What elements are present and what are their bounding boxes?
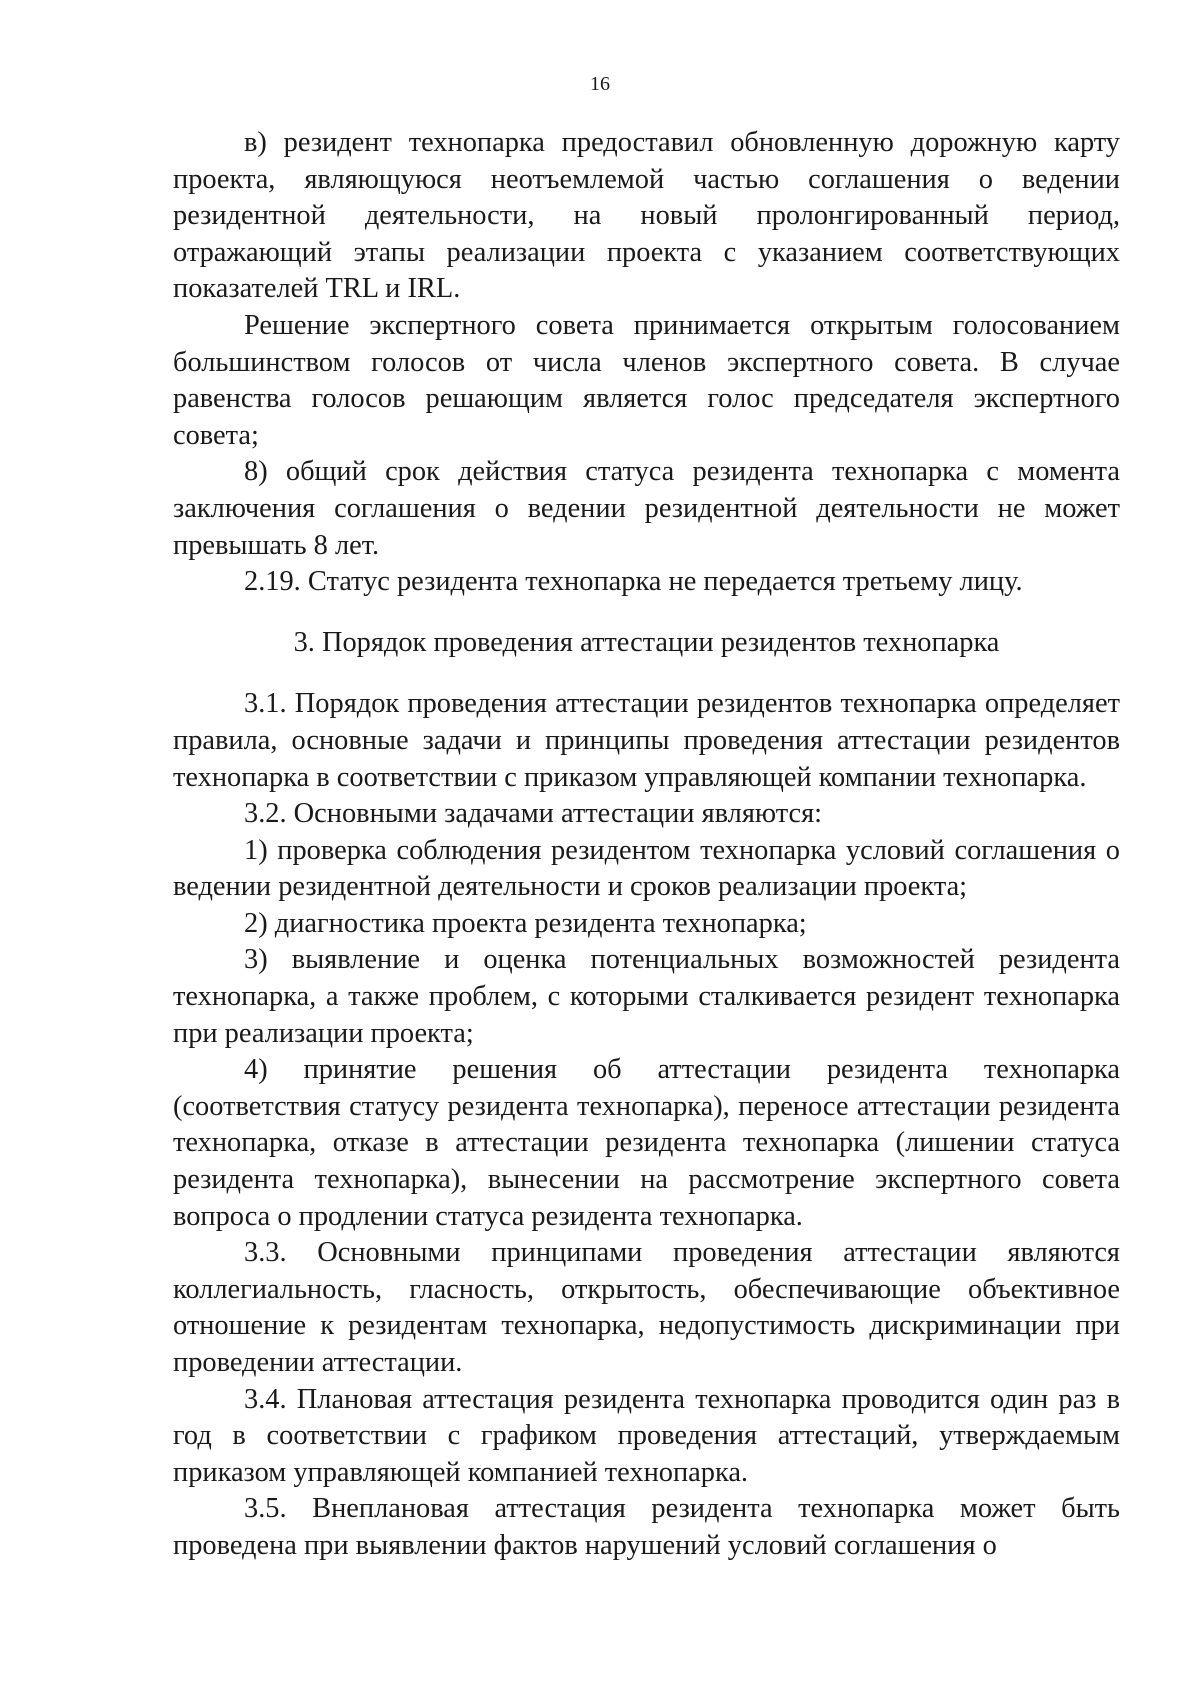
paragraph-task-4: 4) принятие решения об аттестации резидента технопарка (соответствия статусу резидента технопарка), переносе аттестации резидента технопарка, отказе в аттестации резидента технопарка (лишении статуса резидента технопарка), вынесении на рассмотрение экспертного совета вопроса о продлении статуса резидента технопарка. <box>173 1054 1120 1232</box>
paragraph-item-v-roadmap: в) резидент технопарка предоставил обновленную дорожную карту проекта, являющуюся неотъемлемой частью соглашения о ведении резидентной деятельности, на новый пролонгированный период, отражающий этапы реализации проекта с указанием соответствующих показателей TRL и IRL. <box>173 127 1120 305</box>
paragraph-3-3: 3.3. Основными принципами проведения аттестации являются коллегиальность, гласность, открытость, обеспечивающие объективное отношение к резидентам технопарка, недопустимость дискриминации при проведении аттестации. <box>173 1237 1120 1378</box>
paragraph-task-2: 2) диагностика проекта резидента технопарка; <box>244 907 807 939</box>
paragraph-task-3: 3) выявление и оценка потенциальных возможностей резидента технопарка, а также проблем, с которыми сталкивается резидент технопарка при реализации проекта; <box>173 944 1120 1049</box>
section-heading: 3. Порядок проведения аттестации резидентов технопарка <box>293 626 1000 658</box>
page-number: 16 <box>590 73 610 95</box>
paragraph-3-1: 3.1. Порядок проведения аттестации резидентов технопарка определяет правила, основные задачи и принципы проведения аттестации резидентов технопарка в соответствии с приказом управляющей компании технопарка. <box>173 688 1120 793</box>
paragraph-expert-council-decision: Решение экспертного совета принимается открытым голосованием большинством голосов от числа членов экспертного совета. В случае равенства голосов решающим является голос председателя экспертного совета; <box>173 309 1120 451</box>
paragraph-3-2: 3.2. Основными задачами аттестации являются: <box>244 798 823 830</box>
paragraph-2-19: 2.19. Статус резидента технопарка не передается третьему лицу. <box>244 566 1023 598</box>
paragraph-3-5: 3.5. Внеплановая аттестация резидента технопарка может быть проведена при выявлении фактов нарушений условий соглашения о <box>173 1493 1120 1561</box>
paragraph-task-1: 1) проверка соблюдения резидентом технопарка условий соглашения о ведении резидентной деятельности и сроков реализации проекта; <box>173 834 1120 903</box>
paragraph-3-4: 3.4. Плановая аттестация резидента технопарка проводится один раз в год в соответствии с графиком проведения аттестаций, утверждаемым приказом управляющей компанией технопарка. <box>173 1383 1120 1488</box>
document-body <box>173 125 1120 1565</box>
paragraph-item-8-status-term: 8) общий срок действия статуса резидента технопарка с момента заключения соглашения о ведении резидентной деятельности не может превышать 8 лет. <box>173 456 1120 561</box>
